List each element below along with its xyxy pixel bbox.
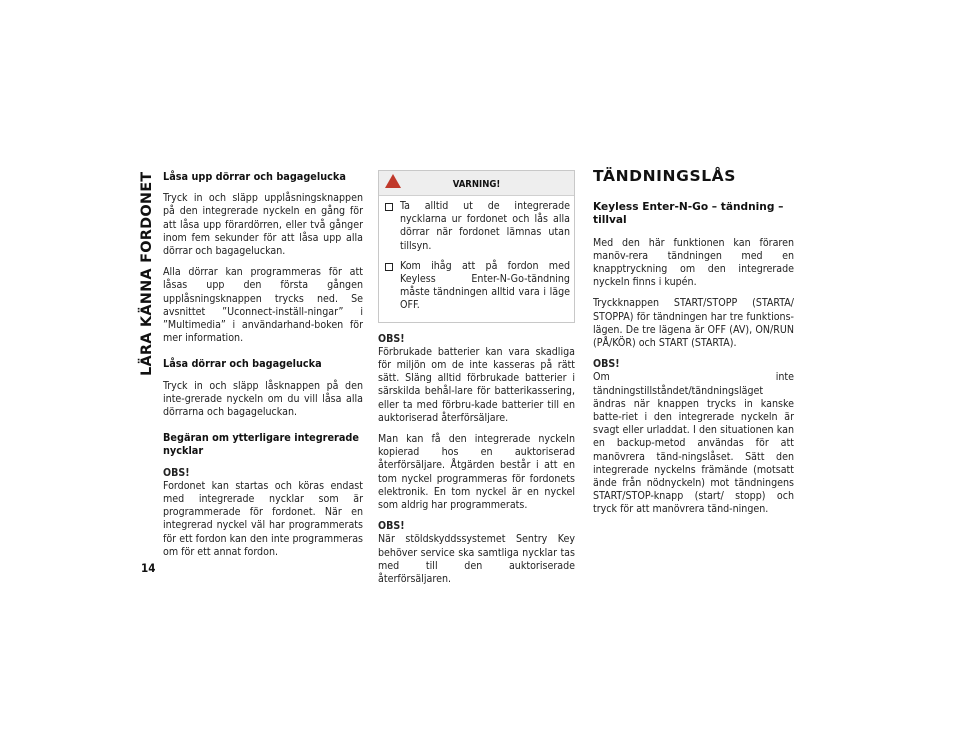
paragraph-keyless-1: Med den här funktionen kan föraren manöv-rera tändningen med en knapptryckning om den integrerade nyckeln finns i kupén. xyxy=(593,236,794,289)
note-text: När stöldskyddssystemet Sentry Key behöver service ska samtliga nycklar tas med till den auktoriserade återförsäljaren. xyxy=(378,533,575,586)
paragraph-unlock-2: Alla dörrar kan programmeras för att låsas upp den första gången upplåsningsknappen trycks ned. Se avsnittet ”Uconnect-inställ-ningar” i ”Multimedia” i användarhand-boken för mer information. xyxy=(163,266,363,345)
warning-box xyxy=(378,170,575,323)
paragraph-key-copy: Man kan få den integrerade nyckeln kopierad hos en auktoriserad återförsäljare. Åtgärden består i att en tom nyckel programmeras för fordonets elektronik. En tom nyckel är en nyckel som aldrig har programmerats. xyxy=(378,433,575,512)
note-sentry-key xyxy=(378,520,575,586)
warning-list xyxy=(379,196,574,322)
column-1 xyxy=(163,170,363,567)
paragraph-keyless-2: Tryckknappen START/STOPP (STARTA/ STOPPA) för tändningen har tre funktions-lägen. De tre lägena är OFF (AV), ON/RUN (PÅ/KÖR) och START (STARTA). xyxy=(593,297,794,350)
checkbox-bullet-icon xyxy=(385,203,393,211)
column-3 xyxy=(593,167,794,525)
chapter-side-title-text: LÄRA KÄNNA FORDONET xyxy=(139,171,155,376)
note-text: Fordonet kan startas och köras endast med integrerade nycklar som är programmerade för fordonet. När en integrerad nyckel väl har programmerats för ett fordon kan den inte programmeras om för ett annat fordon. xyxy=(163,479,363,558)
heading-lock-doors: Låsa dörrar och bagagelucka xyxy=(163,357,322,371)
heading-unlock-doors: Låsa upp dörrar och bagagelucka xyxy=(163,170,346,183)
subheading-keyless: Keyless Enter-N-Go – tändning – tillval xyxy=(593,201,784,227)
chapter-side-title xyxy=(138,168,156,376)
paragraph-lock: Tryck in och släpp låsknappen på den inte-grerade nyckeln om du vill låsa alla dörrarna och bagageluckan. xyxy=(163,379,363,419)
warning-title: VARNING! xyxy=(452,179,501,190)
warning-item xyxy=(385,200,570,253)
note-text: Förbrukade batterier kan vara skadliga för miljön om de inte kasseras på rätt sätt. Släng alltid förbrukade batterier i särskilda behål-lare för batterikassering, eller ta med förbru-kade batterier till en auktoriserad återförsäljare. xyxy=(378,345,575,424)
warning-header xyxy=(379,171,574,196)
note-label: OBS! xyxy=(378,332,405,345)
warning-item-text: Kom ihåg att på fordon med Keyless Enter-N-Go-tändning måste tändningen alltid vara i läge OFF. xyxy=(400,259,570,312)
warning-item-text: Ta alltid ut de integrerade nycklarna ur fordonet och lås alla dörrar när fordonet lämnas utan tillsyn. xyxy=(400,200,570,252)
note-label: OBS! xyxy=(593,358,620,371)
note-text: Om inte tändningstillståndet/tändningsläget ändras när knappen trycks in kanske batte-riet i den integrerade nyckeln är svagt eller urladdat. I den situationen kan en backup-metod användas för att manövrera tänd-ningslåset. Sätt den integrerade nyckelns främände (motsatt ände från nödnyckeln) mot tändningens START/STOP-knapp (start/ stopp) och tryck för att manövrera tänd-ningen. xyxy=(593,371,794,516)
note-batteries xyxy=(378,333,575,425)
heading-extra-keys: Begäran om ytterligare integrerade nycklar xyxy=(163,431,359,458)
paragraph-unlock-1: Tryck in och släpp upplåsningsknappen på den integrerade nyckeln en gång för att låsa upp förardörren, eller två gånger inom fem sekunder för att låsa upp alla dörrar och bagageluckan. xyxy=(163,192,363,258)
note-extra-keys xyxy=(163,467,363,559)
note-label: OBS! xyxy=(378,520,405,533)
note-label: OBS! xyxy=(163,466,190,479)
page-number: 14 xyxy=(141,561,156,575)
section-heading-ignition: TÄNDNINGSLÅS xyxy=(593,167,737,185)
warning-item xyxy=(385,260,570,313)
note-ignition xyxy=(593,358,794,516)
column-2 xyxy=(378,170,575,594)
checkbox-bullet-icon xyxy=(385,263,393,271)
